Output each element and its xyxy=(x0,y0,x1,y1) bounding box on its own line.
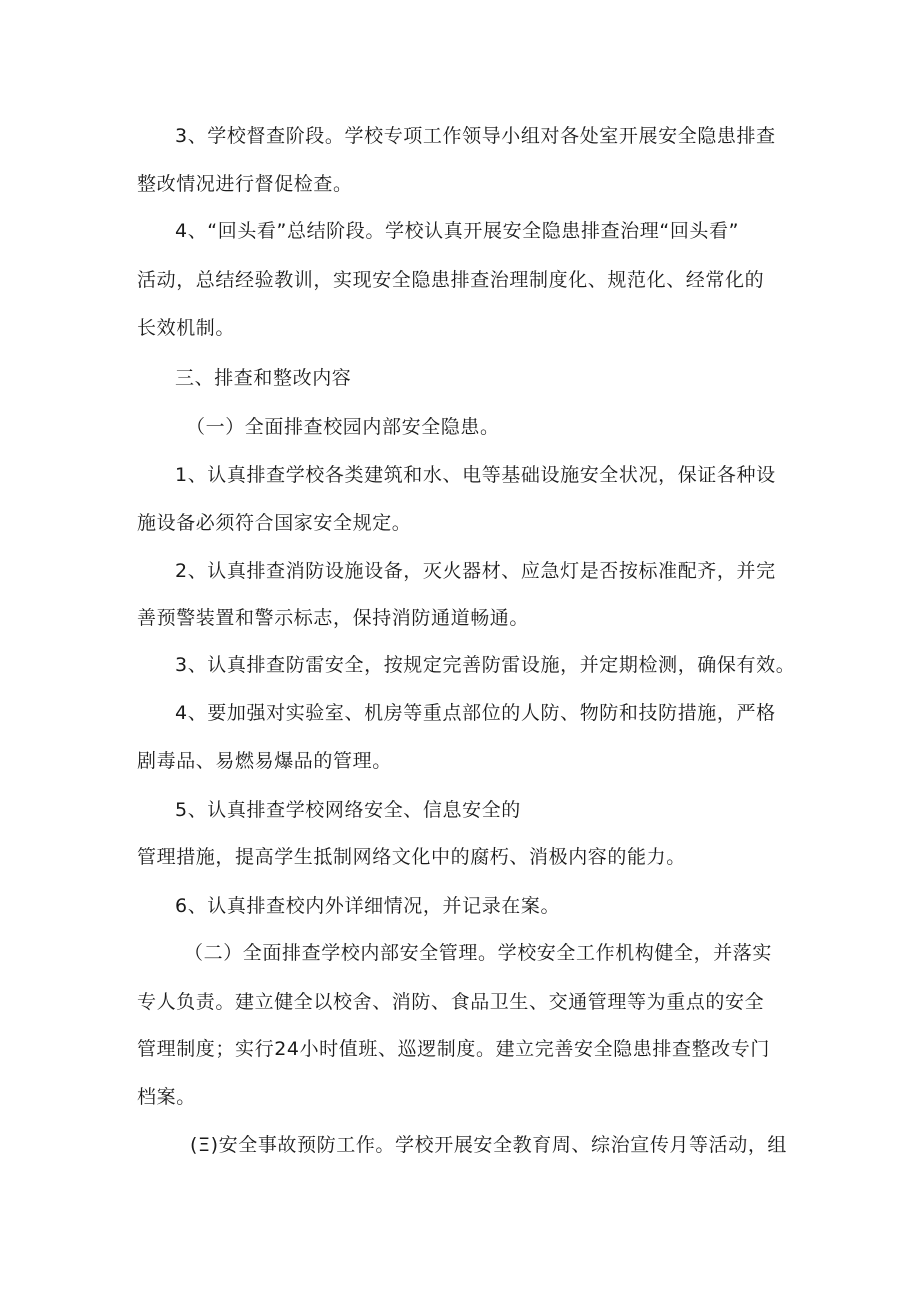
paragraph-line: 施设备必须符合国家安全规定。 xyxy=(137,512,412,534)
paragraph-line: 4、“回头看”总结阶段。学校认真开展安全隐患排查治理“回头看” xyxy=(175,220,740,242)
paragraph-line: 档案。 xyxy=(137,1086,196,1108)
paragraph-line: 长效机制。 xyxy=(137,317,236,339)
paragraph-line: 3、认真排查防雷安全，按规定完善防雷设施，并定期检测，确保有效。 xyxy=(175,654,796,676)
paragraph-line: 整改情况进行督促检查。 xyxy=(137,173,353,195)
paragraph-line: 2、认真排查消防设施设备，灭火器材、应急灯是否按标准配齐，并完 xyxy=(175,560,776,582)
paragraph-line: （二）全面排查学校内部安全管理。学校安全工作机构健全，并落实 xyxy=(184,942,773,964)
paragraph-line: 剧毒品、易燃易爆品的管理。 xyxy=(137,750,392,772)
paragraph-line: 5、认真排查学校网络安全、信息安全的 xyxy=(175,799,521,821)
paragraph-line: 善预警装置和警示标志，保持消防通道畅通。 xyxy=(137,607,530,629)
paragraph-line: 6、认真排查校内外详细情况，并记录在案。 xyxy=(175,895,561,917)
paragraph-line: 专人负责。建立健全以校舍、消防、食品卫生、交通管理等为重点的安全 xyxy=(137,991,765,1013)
section-heading: 三、排查和整改内容 xyxy=(175,367,352,389)
paragraph-line: 1、认真排查学校各类建筑和水、电等基础设施安全状况，保证各种设 xyxy=(175,464,776,486)
paragraph-line: (Ξ)安全事故预防工作。学校开展安全教育周、综治宣传月等活动，组 xyxy=(190,1134,788,1156)
subsection-heading: （一）全面排查校园内部安全隐患。 xyxy=(186,416,500,438)
paragraph-line: 管理制度；实行24小时值班、巡逻制度。建立完善安全隐患排查整改专门 xyxy=(137,1038,770,1060)
paragraph-line: 3、学校督查阶段。学校专项工作领导小组对各处室开展安全隐患排查 xyxy=(175,125,776,147)
paragraph-line: 活动，总结经验教训，实现安全隐患排查治理制度化、规范化、经常化的 xyxy=(137,269,765,291)
paragraph-line: 4、要加强对实验室、机房等重点部位的人防、物防和技防措施，严格 xyxy=(175,702,776,724)
paragraph-line: 管理措施，提高学生抵制网络文化中的腐朽、消极内容的能力。 xyxy=(137,846,686,868)
